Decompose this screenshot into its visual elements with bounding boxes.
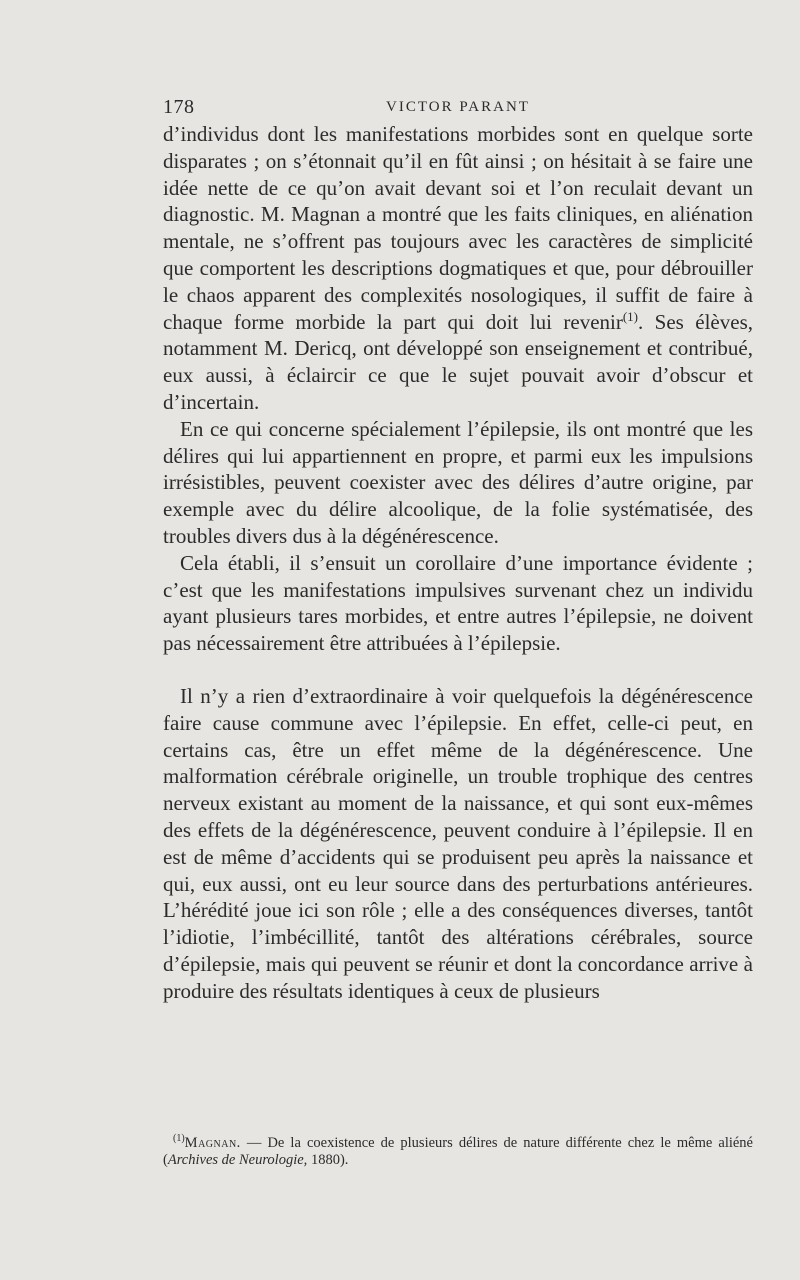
footnote-journal: Archives de Neurologie, bbox=[167, 1151, 308, 1168]
paragraph-gap bbox=[163, 657, 753, 683]
page-header bbox=[163, 96, 753, 122]
footnote-year: 1880). bbox=[307, 1151, 349, 1168]
running-title: VICTOR PARANT bbox=[386, 99, 530, 115]
footnote-mark: (1) bbox=[173, 1132, 185, 1144]
paragraph-1-text-b: . Ses élèves, notamment M. Dericq, ont développé son enseignement et contribué, eux aussi, à éclaircir ce que le sujet pouvait avoir d’obscur et d’incertain. bbox=[163, 309, 753, 414]
footnote-reference: (1) bbox=[622, 308, 639, 324]
body-text bbox=[163, 121, 753, 1005]
paragraph-4: Il n’y a rien d’extraordinaire à voir quelquefois la dégénérescence faire cause commune avec l’épilepsie. En effet, celle-ci peut, en certains cas, être un effet même de la dégénérescence. Une malformation cérébrale originelle, un trouble trophique des centres nerveux existant au moment de la naissance, et qui sont eux-mêmes des effets de la dégénérescence, peuvent conduire à l’épilepsie. Il en est de même d’accidents qui se produisent peu après la naissance et qui, eux aussi, ont eu leur source dans des perturbations antérieures. L’hérédité joue ici son rôle ; elle a des conséquences diverses, tantôt l’idiotie, l’imbécillité, tantôt des altérations cérébrales, source d’épilepsie, mais qui peuvent se réunir et dont la concordance arrive à produire des résultats identiques à ceux de plusieurs bbox=[163, 683, 753, 1003]
paragraph-1-text-a: d’individus dont les manifestations morbides sont en quelque sorte disparates ; on s’étonnait qu’il en fût ainsi ; on hésitait à se faire une idée nette de ce qu’on avait devant soi et l’on reculait devant un diagnostic. M. Magnan a montré que les faits cliniques, en aliénation mentale, ne s’offrent pas toujours avec les caractères de simplicité que comportent les descriptions dogmatiques et que, pour débrouiller le chaos apparent des complexités nosologiques, il suffit de faire à chaque forme morbide la part qui doit lui revenir bbox=[163, 122, 753, 334]
page-number: 178 bbox=[163, 96, 195, 118]
paragraph-1 bbox=[163, 121, 753, 416]
paragraph-3: Cela établi, il s’ensuit un corollaire d’une importance évidente ; c’est que les manifestations impulsives survenant chez un individu ayant plusieurs tares morbides, et entre autres l’épilepsie, ne doivent pas nécessairement être attribuées à l’épilepsie. bbox=[163, 550, 753, 656]
footnote bbox=[163, 1132, 753, 1169]
footnote-author: Magnan. bbox=[184, 1134, 241, 1151]
footnote-text: — De la coexistence de plusieurs délires de nature différente chez le même aliéné ( bbox=[163, 1134, 753, 1168]
paragraph-2: En ce qui concerne spécialement l’épilepsie, ils ont montré que les délires qui lui appartiennent en propre, et parmi eux les impulsions irrésistibles, peuvent coexister avec des délires d’autre origine, par exemple avec du délire alcoolique, de la folie systématisée, des troubles divers dus à la dégénérescence. bbox=[163, 416, 753, 548]
